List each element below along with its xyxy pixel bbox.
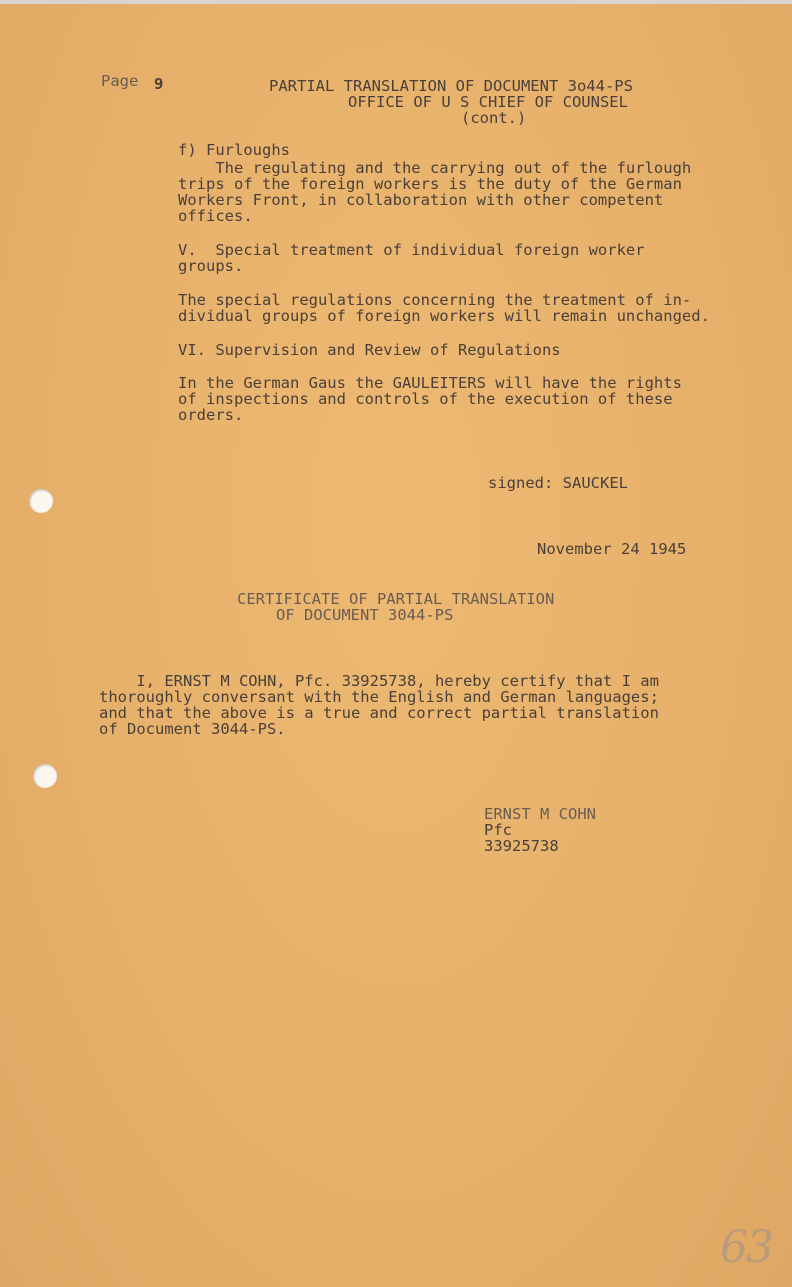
certificate-line-2: thoroughly conversant with the English and German languages; [99,688,659,706]
section-f-line-1: The regulating and the carrying out of the furlough [178,159,692,177]
date: November 24 1945 [537,540,687,558]
punch-hole-upper [29,489,53,513]
page-label: Page [101,72,139,90]
section-f-line-3: Workers Front, in collaboration with other competent [178,191,664,209]
special-line-1: The special regulations concerning the treatment of in- [178,291,692,309]
translator-serial: 33925738 [484,837,559,855]
section-f-line-2: trips of the foreign workers is the duty of the German [178,175,682,193]
page-number: 9 [154,75,164,93]
handwritten-page-number: 63 [720,1222,772,1273]
section-v-line-2: groups. [178,257,244,275]
certificate-line-1: I, ERNST M COHN, Pfc. 33925738, hereby certify that I am [99,672,659,690]
title-line-3: (cont.) [461,109,527,127]
section-f-line-4: offices. [178,207,253,225]
title-line-1: PARTIAL TRANSLATION OF DOCUMENT 3o44-PS [269,77,633,95]
signature: signed: SAUCKEL [488,474,628,492]
translator-name: ERNST M COHN [484,805,596,823]
certificate-title-line-2: OF DOCUMENT 3044-PS [276,606,454,624]
section-f-heading: f) Furloughs [178,141,290,159]
gaus-line-2: of inspections and controls of the execution of these [178,390,673,408]
special-line-2: dividual groups of foreign workers will remain unchanged. [178,307,710,325]
gaus-line-3: orders. [178,406,244,424]
certificate-line-3: and that the above is a true and correct partial translation [99,704,659,722]
page-top-edge [0,0,792,4]
punch-hole-lower [33,764,57,788]
gaus-line-1: In the German Gaus the GAULEITERS will have the rights [178,374,682,392]
translator-rank: Pfc [484,821,512,839]
title-line-2: OFFICE OF U S CHIEF OF COUNSEL [348,93,628,111]
certificate-title-line-1: CERTIFICATE OF PARTIAL TRANSLATION [237,590,555,608]
certificate-line-4: of Document 3044-PS. [99,720,286,738]
section-v-line-1: V. Special treatment of individual foreign worker [178,241,645,259]
section-vi-heading: VI. Supervision and Review of Regulations [178,341,561,359]
